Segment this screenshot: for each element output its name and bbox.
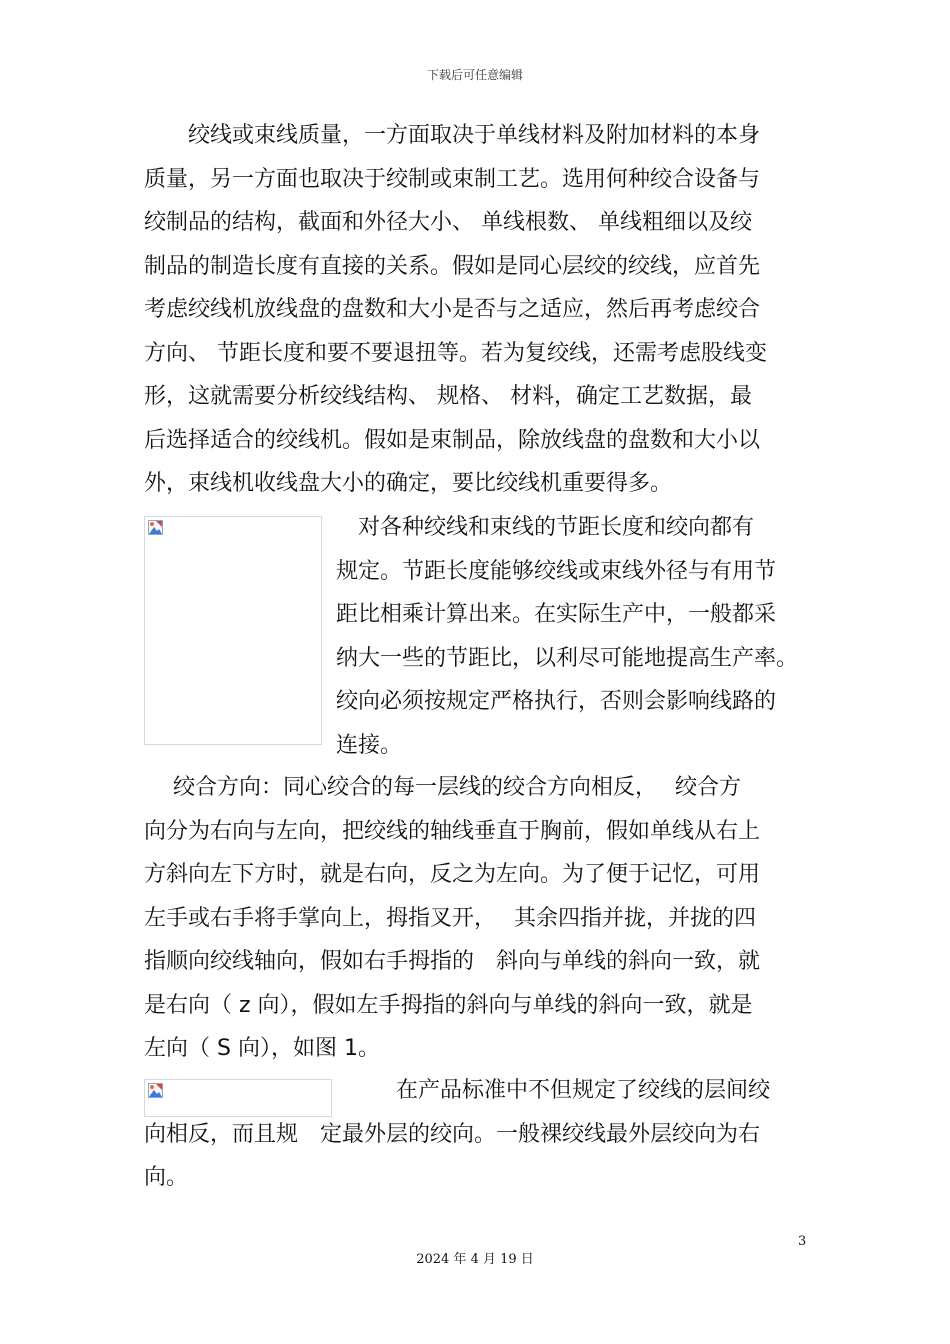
page-header: 下载后可任意编辑 [426, 68, 523, 82]
text-line: 向相反，而且规 定最外层的绞向。一般裸绞线最外层绞向为右 [144, 1121, 761, 1147]
text-line: 方向、 节距长度和要不要退扭等。若为复绞线，还需考虑股线变 [144, 340, 767, 366]
text-line: 是右向（ z 向），假如左手拇指的斜向与单线的斜向一致，就是 [144, 992, 753, 1018]
text-line: 对各种绞线和束线的节距长度和绞向都有 [336, 515, 755, 540]
text-line: 考虑绞线机放线盘的盘数和大小是否与之适应，然后再考虑绞合 [144, 297, 761, 322]
footer-date: 2024 年 4 月 19 日 [416, 1252, 534, 1267]
text-line: 规定。节距长度能够绞线或束线外径与有用节 [336, 558, 777, 584]
paragraph-4 [144, 1069, 804, 1200]
text-line: 距比相乘计算出来。在实际生产中，一般都采 [336, 602, 777, 627]
paragraph-3 [144, 766, 804, 1071]
text-line: 方斜向左下方时，就是右向，反之为左向。为了便于记忆，可用 [144, 862, 761, 887]
text-line: 绞向必须按规定严格执行，否则会影响线路的 [336, 689, 777, 714]
paragraph-2 [336, 506, 816, 767]
text-line: 绞合方向：同心绞合的每一层线的绞合方向相反， 绞合方 [144, 775, 741, 800]
text-line: 后选择适合的绞线机。假如是束制品，除放线盘的盘数和大小以 [144, 427, 761, 453]
text-line: 纳大一些的节距比，以利尽可能地提高生产率。 [336, 645, 799, 671]
page-number: 3 [798, 1234, 807, 1249]
text-line: 向分为右向与左向，把绞线的轴线垂直于胸前，假如单线从右上 [144, 818, 761, 844]
text-line: 质量，另一方面也取决于绞制或束制工艺。选用何种绞合设备与 [144, 166, 761, 192]
figure-placeholder-1 [144, 516, 322, 745]
text-line: 在产品标准中不但规定了绞线的层间绞 [396, 1078, 771, 1103]
text-line: 制品的制造长度有直接的关系。假如是同心层绞的绞线，应首先 [144, 253, 761, 279]
text-line: 连接。 [336, 732, 403, 758]
paragraph-1 [144, 114, 804, 506]
text-line: 绞制品的结构，截面和外径大小、 单线根数、 单线粗细以及绞 [144, 210, 752, 235]
text-line: 绞线或束线质量，一方面取决于单线材料及附加材料的本身 [144, 123, 761, 148]
text-line: 指顺向绞线轴向，假如右手拇指的 斜向与单线的斜向一致，就 [144, 949, 761, 974]
text-line: 形，这就需要分析绞线结构、 规格、 材料，确定工艺数据，最 [144, 384, 752, 409]
text-line: 左手或右手将手掌向上，拇指叉开， 其余四指并拢，并拢的四 [144, 905, 756, 931]
broken-image-icon [148, 520, 163, 535]
text-line: 向。 [144, 1165, 189, 1190]
text-line: 外，束线机收线盘大小的确定，要比绞线机重要得多。 [144, 471, 673, 496]
text-line: 左向（ S 向），如图 1。 [144, 1036, 380, 1061]
